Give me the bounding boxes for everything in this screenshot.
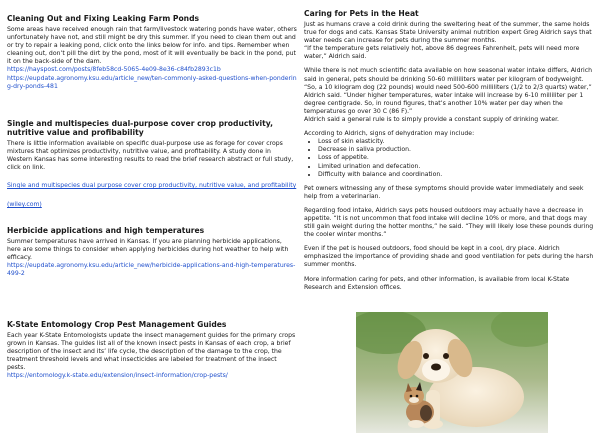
section-body: Each year K-State Entomologists update the insect management guides for the primary crops grown in Kansas. The guides list all of the known insect pests in Kansas of each crop, a brief description of the insect and its’ life cycle, the description of the damage to the crop, the treatment threshold levels and what insecticides are labeled for treatment of the insect pests. — [7, 332, 296, 372]
paragraph: “So, a 10 kilogram dog (22 pounds) would need 500-600 milliliters (1/2 to 2/3 quarts) water,” Aldrich said. “Under higher temperatures, water intake will increase by 6-10 milliliter per 1 degree centigrade. So, in round figures, that’s another 10% water per day when the temperatures go over 30 C (86 F).” — [304, 83, 592, 115]
paragraph: Pet owners witnessing any of these symptoms should provide water immediately and seek help from a veterinarian. — [304, 184, 584, 200]
paragraph: More information caring for pets, and other information, is available from local K-State Research and Extension offices. — [304, 275, 570, 291]
entomology-link[interactable]: https://entomology.k-state.edu/extension/insect-information/crop-pests/ — [7, 372, 228, 380]
cover-crop-study-link[interactable]: Single and multispecies dual purpose cover crop productivity, nutritive value, and profitability (wiley.com) — [7, 182, 297, 209]
paragraph: Regarding food intake, Aldrich says pets housed outdoors may actually have a decrease in appetite. “It is not uncommon that food intake will decline 10% or more, and that dogs may still gain weight during the hotter months,” he said. “They will likely lose these pounds during the cooler winter months.” — [304, 206, 594, 239]
hayspost-link[interactable]: https://hayspost.com/posts/8feb58cd-5065-4e09-8e36-c84fb2893c1b — [7, 66, 221, 74]
paragraph: According to Aldrich, signs of dehydration may include: — [304, 130, 475, 138]
paragraph: Aldrich said a general rule is to simply provide a constant supply of drinking water. — [304, 116, 560, 124]
puppy-and-kitten-photo — [356, 312, 548, 433]
section-cover-crop — [7, 119, 297, 210]
section-title: Single and multispecies dual-purpose cover crop productivity, nutritive value and profibability — [7, 119, 274, 137]
list-item: • Loss of skin elasticity. — [318, 138, 594, 146]
section-title: Cleaning Out and Fixing Leaking Farm Ponds — [7, 14, 200, 23]
section-body: Summer temperatures have arrived in Kansas. If you are planning herbicide applications, here are some things to consider when applying herbicides during hot weather to help with efficacy. — [7, 238, 289, 262]
list-item: • Decrease in saliva production. — [318, 146, 594, 154]
herbicide-link[interactable]: https://eupdate.agronomy.ksu.edu/article_new/herbicide-applications-and-high-temperatures-499-2 — [7, 262, 296, 278]
paragraph: Even if the pet is housed outdoors, food should be kept in a cool, dry place. Aldrich emphasized the importance of providing shade and good ventilation for pets during the harsh summer months. — [304, 245, 594, 269]
section-herbicide — [7, 226, 297, 278]
paragraph: “If the temperature gets relatively hot, above 86 degrees Fahrenheit, pets will need more water,” Aldrich said. — [304, 45, 580, 61]
section-body: Some areas have received enough rain that farm/livestock watering ponds have water, others unfortunately have not, and still might be dry this summer. If you need to clean them out and or try to repair a leaking pond, click onto the links below for info. and tips. Remember when cleaning out, don’t pill the dirt by the pond, most of it will eventually be back in the pond, put it on the back-side of the dam. — [7, 26, 297, 66]
right-column — [304, 9, 594, 292]
list-item: • Limited urination and defecation. — [318, 163, 594, 171]
eupdate-ponds-link[interactable]: https://eupdate.agronomy.ksu.edu/article_new/ten-commonly-asked-questions-when-pondering-dry-ponds-481 — [7, 74, 297, 90]
dehydration-signs-list — [304, 138, 594, 178]
section-entomology — [7, 320, 297, 381]
paragraph: While there is not much scientific data available on how seasonal water intake differs, Aldrich said in general, pets should be drinking 50-60 milliliters water per kilogram of bodyweight. — [304, 67, 593, 83]
list-item: • Loss of appetite. — [318, 154, 594, 162]
section-title: K-State Entomology Crop Pest Management Guides — [7, 320, 227, 329]
list-item: • Difficulty with balance and coordination. — [318, 171, 594, 179]
section-title: Herbicide applications and high temperatures — [7, 226, 205, 235]
section-farm-ponds — [7, 14, 297, 91]
article-title: Caring for Pets in the Heat — [304, 9, 419, 18]
section-body: There is little information available on specific dual-purpose use as forage for cover crops mixtures that optimizes productivity, nutritive value, and profitability. A study done in Western Kansas has some interesting results to read the brief research abstract or full study, click on link. — [7, 140, 294, 172]
paragraph: Just as humans crave a cold drink during the sweltering heat of the summer, the same holds true for dogs and cats. Kansas State University animal nutrition expert Greg Aldrich says that water needs can increase for pets during the summer months. — [304, 21, 592, 45]
